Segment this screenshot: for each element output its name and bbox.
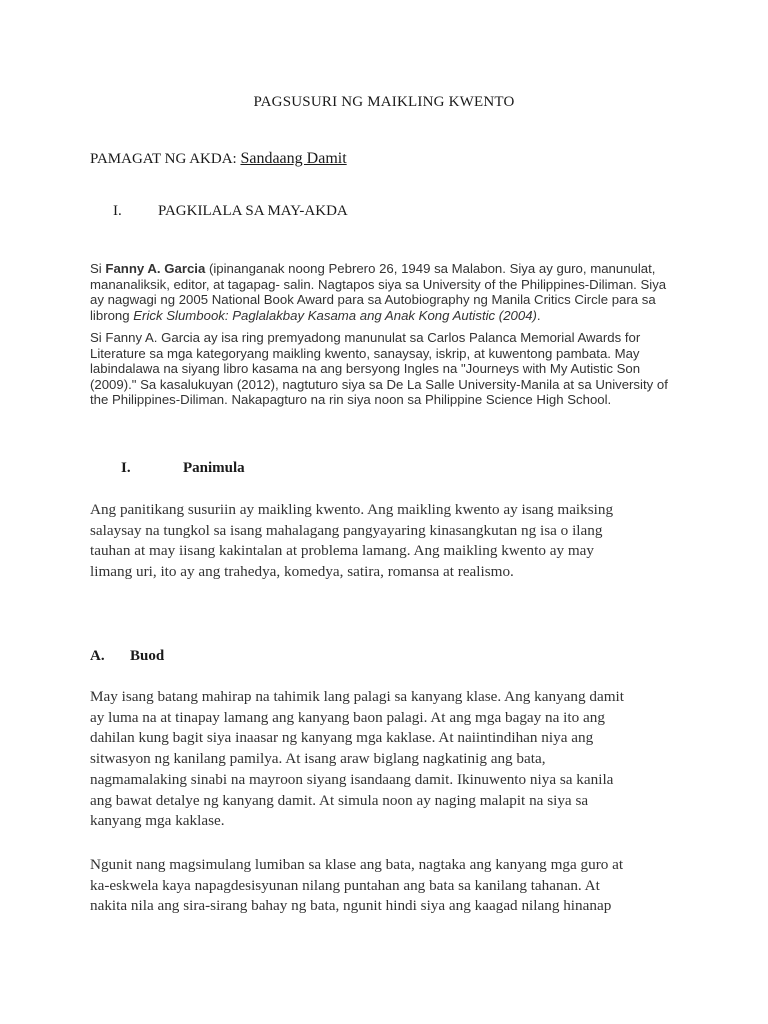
summary-paragraph-2: Ngunit nang magsimulang lumiban sa klase ang bata, nagtaka ang kanyang mga guro at ka-eskwela kaya napagdesisyunan nilang puntahan ang bata sa kanilang tahanan. At nakita nila ang sira-sirang bahay ng bata, ngunit hindi siya ang kaagad nilang hinanap [90, 856, 624, 915]
subsection-letter: A. [90, 648, 105, 664]
section-heading: PAGKILALA SA MAY-AKDA [158, 203, 348, 219]
subsection-heading: Buod [130, 648, 165, 664]
section-heading: Panimula [183, 460, 245, 476]
summary-paragraph-1: May isang batang mahirap na tahimik lang palagi sa kanyang klase. Ang kanyang damit ay luma na at tinapay lamang ang kanyang baon palagi. At ang mga bagay na ito ang dahilan kung bagit siya inaasar ng kanyang mga kaklase. At naiintindihan niya ang sitwasyon ng kanilang pamilya. At isang araw biglang nagkatinig ang bata, nagmamalaking sinabi na mayroon siyang isandaang damit. Ikinuwento niya sa kanila ang bawat detalye ng kanyang damit. At simula noon ay naging malapit na siya sa kanyang mga kaklase. [90, 688, 624, 830]
work-title-line [90, 150, 347, 168]
work-title-value: Sandaang Damit [240, 150, 347, 167]
book-title: Erick Slumbook: Paglalakbay Kasama ang Anak Kong Autistic (2004) [133, 307, 537, 323]
author-name: Fanny A. Garcia [105, 261, 206, 276]
section-number: I. [121, 460, 131, 476]
intro-paragraph: Ang panitikang susuriin ay maikling kwento. Ang maikling kwento ay isang maiksing salaysay na tungkol sa isang mahalagang pangyayaring kinasangkutan ng isa o ilang tauhan at may iisang kakintalan at problema lamang. Ang maikling kwento ay may limang uri, ito ay ang trahedya, komedya, satira, romansa at realismo. [90, 501, 614, 581]
author-paragraph-1: Si Fanny A. Garcia (ipinanganak noong Pebrero 26, 1949 sa Malabon. Siya ay guro, manunulat, mananaliksik, editor, at tagapag- salin. Nagtapos siya sa University of the Philippines-Diliman. Siya ay nagwagi ng 2005 National Book Award para sa Autobiography ng Manila Critics Circle para sa librong Erick Slumbook: Paglalakbay Kasama ang Anak Kong Autistic (2004). [90, 261, 667, 323]
document-title: PAGSUSURI NG MAIKLING KWENTO [253, 94, 515, 110]
work-title-label: PAMAGAT NG AKDA: [90, 151, 237, 167]
section-number: I. [113, 203, 122, 219]
author-paragraph-2: Si Fanny A. Garcia ay isa ring premyadong manunulat sa Carlos Palanca Memorial Awards for Literature sa mga kategoryang maikling kwento, sanaysay, iskrip, at kuwentong pambata. May labindalawa na siyang libro kasama na ang bersyong Ingles na "Journeys with My Autistic Son (2009)." Sa kasalukuyan (2012), nagtuturo siya sa De La Salle University-Manila at sa University of the Philippines-Diliman. Nakapagturo na rin siya noon sa Philippine Science High School. [90, 330, 668, 407]
